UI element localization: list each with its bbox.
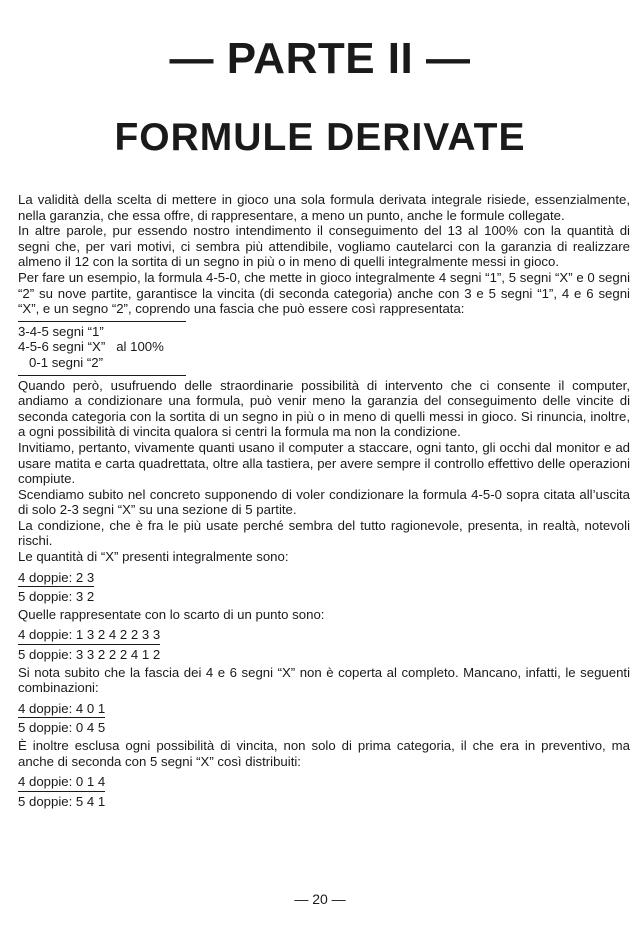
divider: [18, 375, 186, 376]
paragraph: In altre parole, pur essendo nostro intendimento il conseguimento del 13 al 100% con la quantità di segni che, per vari motivi, ci sembra più attendibile, vogliamo cautelarci con la garanzia di realizzare almeno il 12 con la sortita di un segno in più o in meno di quelli integralmente messi in gioco.: [18, 223, 630, 270]
list-item: 4 doppie: 2 3: [18, 570, 94, 588]
table-row: 3-4-5 segni “1”: [18, 323, 104, 339]
list-item: 4 doppie: 4 0 1: [18, 701, 105, 719]
paragraph: Invitiamo, pertanto, vivamente quanti usano il computer a staccare, ogni tanto, gli occhi dal monitor e ad usare matita e carta quadrettata, oltre alla tastiera, per avere sempre il controllo effettivo delle operazioni compiute.: [18, 439, 630, 487]
paragraph: Scendiamo subito nel concreto supponendo di voler condizionare la formula 4-5-0 sopra citata all’uscita di solo 2-3 segni “X” su una sezione di 5 partite.: [18, 486, 630, 518]
table-row: 0-1 segni “2”: [18, 354, 104, 370]
chapter-title: FORMULE DERIVATE: [114, 116, 526, 159]
body-text: [18, 192, 630, 811]
list-item: 5 doppie: 3 3 2 2 2 4 1 2: [18, 647, 161, 663]
paragraph: Quelle rappresentate con lo scarto di un punto sono:: [18, 606, 325, 622]
list-item: 5 doppie: 5 4 1: [18, 793, 106, 809]
segment-coverage-table: [18, 321, 630, 376]
paragraph: Si nota subito che la fascia dei 4 e 6 segni “X” non è coperta al completo. Mancano, infatti, le seguenti combinazioni:: [18, 664, 630, 696]
paragraph: Per fare un esempio, la formula 4-5-0, che mette in gioco integralmente 4 segni “1”, 5 segni “X” e 0 segni “2” su nove partite, garantisce la vincita (di seconda categoria) anche con 3 e 5 segni “1”, 4 e 6 segni “X”, e un segno “2”, coprendo una fascia che può essere così rappresentata:: [18, 269, 630, 317]
divider: [18, 321, 186, 322]
table-row: 4-5-6 segni “X” al 100%: [18, 339, 164, 355]
list-item: 5 doppie: 0 4 5: [18, 720, 106, 736]
list-item: 5 doppie: 3 2: [18, 589, 95, 605]
paragraph: La validità della scelta di mettere in gioco una sola formula derivata integrale risiede, essenzialmente, nella garanzia, che essa offre, di rappresentare, a meno un punto, anche le formule collegate.: [18, 192, 630, 223]
list-item: 4 doppie: 1 3 2 4 2 2 3 3: [18, 627, 160, 645]
part-heading: — PARTE II —: [169, 34, 471, 83]
doppie-list-esclusi: [18, 771, 630, 809]
paragraph: È inoltre esclusa ogni possibilità di vincita, non solo di prima categoria, il che era in preventivo, ma anche di seconda con 5 segni “X” così distribuiti:: [18, 738, 630, 769]
doppie-list-integrali: [18, 567, 630, 605]
page-number: — 20 —: [294, 891, 346, 907]
list-item: 4 doppie: 0 1 4: [18, 774, 105, 792]
paragraph: La condizione, che è fra le più usate perché sembra del tutto ragionevole, presenta, in realtà, notevoli rischi.: [18, 517, 630, 549]
doppie-list-scarto: [18, 624, 630, 662]
paragraph: Quando però, usufruendo delle straordinarie possibilità di intervento che ci consente il computer, andiamo a condizionare una formula, può venir meno la garanzia del conseguimento delle vincite di seconda categoria con la sortita di un segno in più o in meno di quelli messi in gioco. Si rinuncia, inoltre, a ogni possibilità di vincita qualora si centri la formula ma non la condizione.: [18, 377, 630, 440]
paragraph: Le quantità di “X” presenti integralmente sono:: [18, 549, 289, 565]
doppie-list-mancanti: [18, 698, 630, 736]
